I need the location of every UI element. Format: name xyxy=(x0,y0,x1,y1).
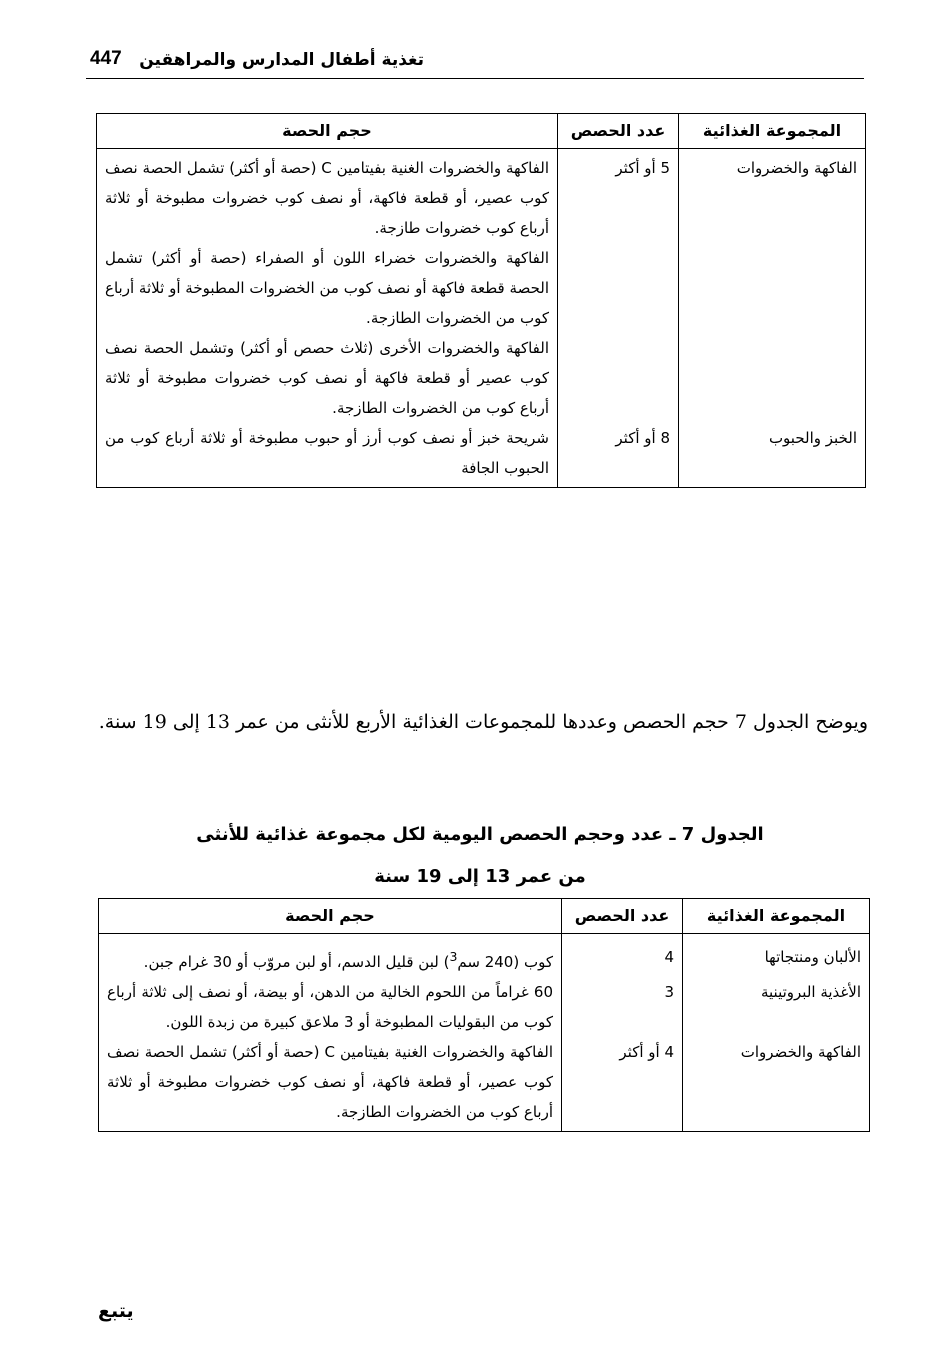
table-caption xyxy=(150,814,810,898)
serving-size-cell: شريحة خبز أو نصف كوب أرز أو حبوب مطبوخة أو ثلاثة أرباع كوب من الحبوب الجافة xyxy=(97,423,558,488)
continued-note: يتبع xyxy=(98,1300,134,1322)
page-header xyxy=(86,44,864,79)
page-number: 447 xyxy=(90,48,122,69)
serving-count-cell: 8 أو أكثر xyxy=(558,423,679,488)
serving-size-cell xyxy=(99,934,562,978)
food-group-cell: الفاكهة والخضروات xyxy=(683,1037,870,1132)
serving-size-cell: الفاكهة والخضروات الغنية بفيتامين C (حصة أو أكثر) تشمل الحصة نصف كوب عصير، أو قطعة فاكهة، أو نصف كوب خضروات مطبوخة أو ثلاثة أرباع كوب من الخضروات الطازجة. xyxy=(99,1037,562,1132)
table-row xyxy=(97,149,866,424)
serving-count-cell: 4 xyxy=(562,934,683,978)
serving-count-cell: 4 أو أكثر xyxy=(562,1037,683,1132)
servings-table-continued xyxy=(96,113,866,488)
running-title: تغذية أطفال المدارس والمراهقين xyxy=(139,50,424,70)
caption-line: من عمر 13 إلى 19 سنة xyxy=(374,866,586,887)
table-row xyxy=(99,1037,870,1132)
intro-paragraph: ويوضح الجدول 7 حجم الحصص وعددها للمجموعات الغذائية الأربع للأنثى من عمر 13 إلى 19 سنة. xyxy=(98,711,868,733)
serving-size-paragraph: الفاكهة والخضروات الأخرى (ثلاث حصص أو أكثر) وتشمل الحصة نصف كوب عصير أو قطعة فاكهة أو نصف كوب خضروات مطبوخة أو ثلاثة أرباع كوب من الخضروات الطازجة. xyxy=(105,339,549,417)
serving-size-paragraph: الفاكهة والخضروات خضراء اللون أو الصفراء (حصة أو أكثر) تشمل الحصة قطعة فاكهة أو نصف كوب من الخضروات المطبوخة أو ثلاثة أرباع كوب من الخضروات الطازجة. xyxy=(105,249,549,327)
table-header-row xyxy=(97,114,866,149)
table-row xyxy=(99,977,870,1037)
servings-table-7 xyxy=(98,898,870,1132)
food-group-cell: الأغذية البروتينية xyxy=(683,977,870,1037)
header-serving-size: حجم الحصة xyxy=(99,899,562,934)
food-group-cell: الألبان ومنتجاتها xyxy=(683,934,870,978)
serving-count-cell: 3 xyxy=(562,977,683,1037)
table-header-row xyxy=(99,899,870,934)
table-row xyxy=(97,423,866,488)
header-serving-size: حجم الحصة xyxy=(97,114,558,149)
serving-size-cell xyxy=(97,149,558,424)
table-row xyxy=(99,934,870,978)
header-serving-count: عدد الحصص xyxy=(558,114,679,149)
serving-size-paragraph: الفاكهة والخضروات الغنية بفيتامين C (حصة أو أكثر) تشمل الحصة نصف كوب عصير، أو قطعة فاكهة، أو نصف كوب خضروات مطبوخة أو ثلاثة أرباع كوب خضروات طازجة. xyxy=(105,159,549,237)
header-food-group: المجموعة الغذائية xyxy=(679,114,866,149)
food-group-cell: الخبز والحبوب xyxy=(679,423,866,488)
serving-size-text: ) لبن قليل الدسم، أو لبن مروّب أو 30 غرام جبن. xyxy=(143,953,450,971)
unit-superscript: 3 xyxy=(449,949,458,964)
caption-line: الجدول 7 ـ عدد وحجم الحصص اليومية لكل مجموعة غذائية للأنثى xyxy=(196,824,764,845)
header-serving-count: عدد الحصص xyxy=(562,899,683,934)
food-group-cell: الفاكهة والخضروات xyxy=(679,149,866,424)
header-food-group: المجموعة الغذائية xyxy=(683,899,870,934)
serving-size-text: كوب (240 سم xyxy=(457,953,553,971)
serving-count-cell: 5 أو أكثر xyxy=(558,149,679,424)
serving-size-cell: 60 غراماً من اللحوم الخالية من الدهن، أو بيضة، أو نصف إلى ثلاثة أرباع كوب من البقوليات المطبوخة أو 3 ملاعق كبيرة من زبدة اللون. xyxy=(99,977,562,1037)
